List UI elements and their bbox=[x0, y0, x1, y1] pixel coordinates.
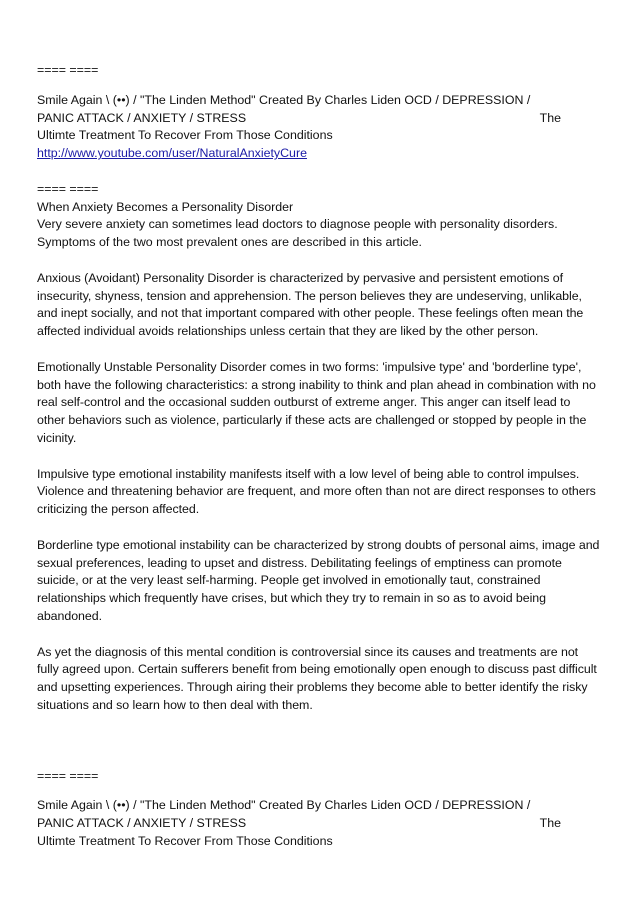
document-page bbox=[37, 62, 601, 851]
separator-article: ==== ==== bbox=[37, 181, 99, 196]
separator-bottom: ==== ==== bbox=[37, 768, 99, 783]
promo-banner-top bbox=[37, 92, 601, 163]
article-paragraph-2: Emotionally Unstable Personality Disorder comes in two forms: 'impulsive type' and 'borderline type', both have the following characteristics: a strong inability to think and plan ahead in combination with no real self-control and the occasional sudden outburst of extreme anger. This anger can itself lead to other behaviors such as violence, particularly if these acts are challenged or stopped by people in the vicinity. bbox=[37, 359, 596, 445]
banner-line-2-left: PANIC ATTACK / ANXIETY / STRESS bbox=[37, 110, 247, 125]
banner-bottom-line-2 bbox=[37, 815, 601, 833]
banner-bottom-line-3: Ultimte Treatment To Recover From Those Conditions bbox=[37, 834, 333, 849]
article-paragraph-1: Anxious (Avoidant) Personality Disorder is characterized by pervasive and persistent emotions of insecurity, shyness, tension and apprehension. The person believes they are undeserving, unlikable, and inept socially, and not that important compared with other people. These feelings often mean the affected individual avoids relationships unless certain that they are liked by the other person. bbox=[37, 270, 584, 339]
separator-top: ==== ==== bbox=[37, 63, 99, 77]
youtube-link[interactable]: http://www.youtube.com/user/NaturalAnxietyCure bbox=[37, 146, 307, 161]
banner-line-3: Ultimte Treatment To Recover From Those Conditions bbox=[37, 128, 333, 143]
banner-bottom-line-1: Smile Again \ (••) / "The Linden Method" Created By Charles Liden OCD / DEPRESSION / bbox=[37, 798, 531, 813]
promo-banner-bottom bbox=[37, 797, 601, 850]
banner-bottom-line-2-left: PANIC ATTACK / ANXIETY / STRESS bbox=[37, 816, 247, 831]
article-paragraph-5: As yet the diagnosis of this mental condition is controversial since its causes and treatments are not fully agreed upon. Certain sufferers benefit from being emotionally open enough to discuss past difficult and upsetting experiences. Through airing their problems they become able to better identify the risky situations and so learn how to then deal with them. bbox=[37, 644, 597, 712]
article-paragraph-4: Borderline type emotional instability can be characterized by strong doubts of personal aims, image and sexual preferences, leading to upset and distress. Debilitating feelings of emptiness can promote suicide, or at the very least self-harming. People get involved in emotionally taut, constrained relationships which frequently have crises, but which they try to remain in so as to avoid being abandoned. bbox=[37, 537, 600, 623]
article-paragraph-3: Impulsive type emotional instability manifests itself with a low level of being able to control impulses. Violence and threatening behavior are frequent, and more often than not are direct responses to others criticizing the person affected. bbox=[37, 466, 596, 517]
banner-line-2 bbox=[37, 110, 601, 128]
article-title: When Anxiety Becomes a Personality Disorder bbox=[37, 199, 294, 214]
article-intro: Very severe anxiety can sometimes lead doctors to diagnose people with personality disorders. Symptoms of the two most prevalent ones are described in this article. bbox=[37, 217, 558, 250]
banner-line-1: Smile Again \ (••) / "The Linden Method" Created By Charles Liden OCD / DEPRESSION / bbox=[37, 92, 531, 107]
banner-bottom-line-2-right: The bbox=[539, 816, 561, 831]
banner-line-2-right: The bbox=[539, 110, 561, 125]
